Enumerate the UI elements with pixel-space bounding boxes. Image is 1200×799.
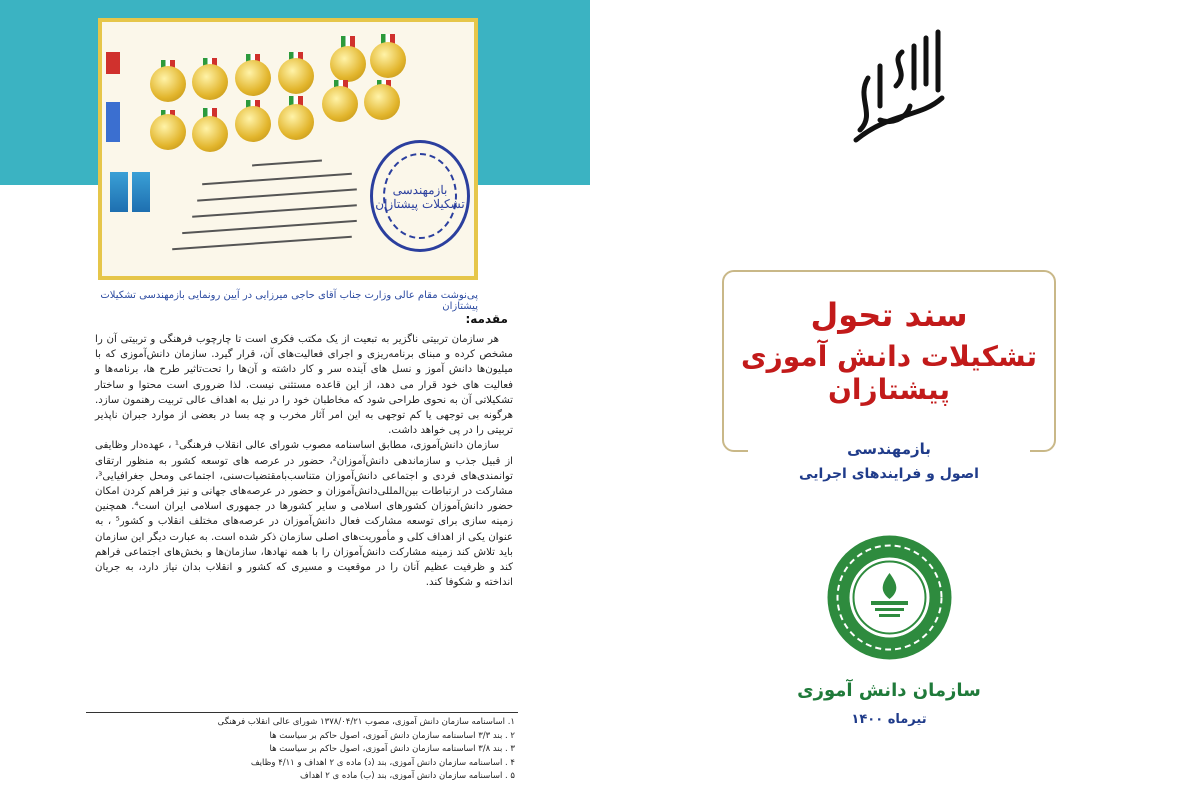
footnote: ۵ . اساسنامه سازمان دانش آموزی، بند (ب) ماده ی ۲ اهداف: [300, 771, 515, 781]
paragraph: هر سازمان تربیتی ناگزیر به تبعیت از یک مکتب فکری است تا چارچوب فرهنگی و تربیتی آن را مشخص کرده و مبنای برنامه‌ریزی و اجرای فعالیت‌های آن، قرار گیرد. سازمان دانش‌آموزی که با میلیون‌ها دانش آموز و نسل های آینده سر و کار داشته و آن‌ها را تحت‌تاثیر طرح ها، برنامه‌ها و فعالیت های خود قرار می دهد، از این قاعده مستثنی نیست. لذا ضروری است محتوا و ساختار تشکیلاتی آن به نحوی طراحی شود که مخاطبان خود را در نیل به اهداف عالی تربیت رهنمون سازد. هرگونه بی توجهی یا کم توجهی به این امر آثار مخرب و چه بسا در بعضی از موارد جبران ناپذیر تربیتی را در پی خواهد داشت.: [95, 334, 513, 437]
paragraph: سازمان دانش‌آموزی، مطابق اساسنامه مصوب شورای عالی انقلاب فرهنگی¹ ، عهده‌دار وظایفی از قبیل جذب و سازماندهی دانش‌آموزان²، حضور در عرصه های توسعه کشور به منظور ارتقای توانمندی‌های فردی و اجتماعی دانش‌آموزان متناسب‌بامقتضیات‌سنی، اجتماعی ومحل جغرافیایی³، مشارکت در ارتباطات بین‌المللی‌دانش‌آموزان و حضور در عرصه‌های جهانی و نیز فراهم کردن امکان حضور دانش‌آموزان کشورهای اسلامی و سایر کشورها در جمهوری اسلامی ایران است⁴. همچنین زمینه سازی برای توسعه مشارکت فعال دانش‌آموزان در عرصه‌های مختلف انقلاب و کشور⁵ ، به عنوان یکی از اهداف کلی و مأموریت‌های اصلی سازمان ذکر شده است. به عبارت دیگر این سازمان باید تلاش کند زمینه مشارکت دانش‌آموزان را با همه نهادها، سازمان‌ها و بخش‌های اجتماعی فراهم کند و ظرفیت عظیم آنان را در موقعیت و مسیری که کشور و انقلاب بدان نیاز دارد، به جریان انداخته و شکوفا کند.: [95, 440, 514, 589]
stamp-text: بازمهندسی تشکیلات پیشتازان: [375, 183, 465, 211]
subtitle: بازمهندسی: [847, 440, 931, 458]
title-line-2: تشکیلات دانش آموزی پیشتازان: [741, 340, 1037, 406]
section-heading: مقدمه:: [465, 312, 508, 326]
footnote: ۴ . اساسنامه سازمان دانش آموزی، بند (د) ماده ی ۲ اهداف و ۴/۱۱ وظایف: [250, 757, 515, 768]
official-stamp: [370, 140, 470, 252]
footnote-divider: [86, 712, 518, 713]
title-line-1: سند تحول: [810, 296, 968, 334]
publication-date: تیرماه ۱۴۰۰: [851, 712, 927, 727]
photo-caption: پی‌نوشت مقام عالی وزارت جناب آقای حاجی میرزایی در آیین رونمایی بازمهندسی تشکیلات پیشتازان: [100, 290, 478, 312]
medals-photo: [98, 18, 478, 280]
subtitle-detail: اصول و فرایندهای اجرایی: [799, 466, 979, 482]
footnote: ۳ . بند ۳/۸ اساسنامه سازمان دانش آموزی، اصول حاکم بر سیاست ها: [269, 744, 515, 754]
footnotes: [180, 716, 515, 784]
footnote: ۲ . بند ۳/۳ اساسنامه سازمان دانش آموزی، اصول حاکم بر سیاست ها: [269, 730, 515, 741]
body-text: [95, 332, 513, 590]
organization-name: سازمان دانش آموزی: [797, 680, 981, 701]
footnote: ۱. اساسنامه سازمان دانش آموزی، مصوب ۱۳۷۸/۰۴/۲۱ شورای عالی انقلاب فرهنگی: [217, 717, 515, 727]
organization-emblem: [827, 535, 952, 660]
basmala-calligraphy: [850, 28, 950, 146]
